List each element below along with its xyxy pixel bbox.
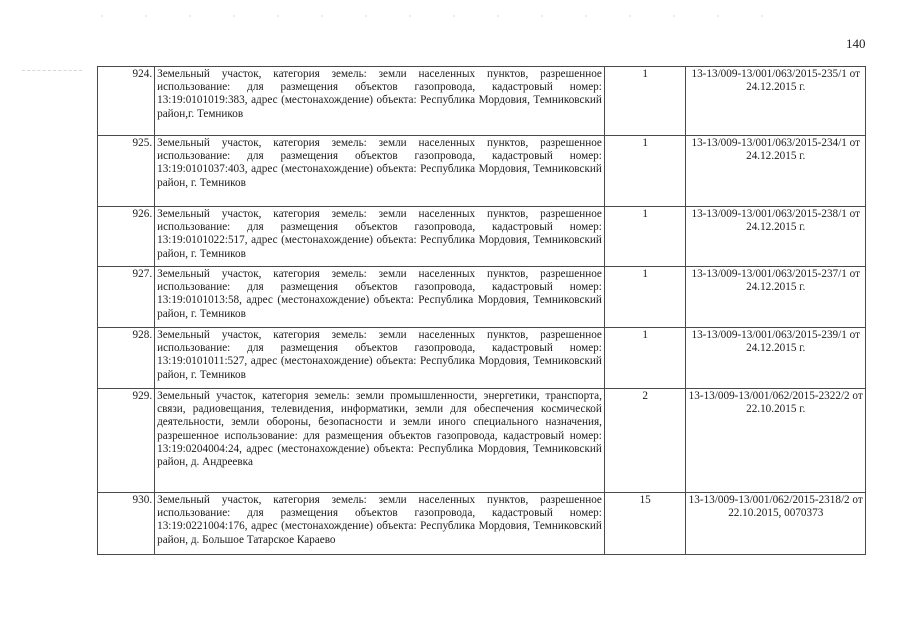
table-row: [98, 136, 866, 207]
row-quantity: 1: [604, 328, 686, 389]
row-registration: 13-13/009-13/001/063/2015-239/1 от 24.12.2015 г.: [686, 328, 866, 389]
row-registration: 13-13/009-13/001/063/2015-234/1 от 24.12.2015 г.: [686, 136, 866, 207]
row-registration: 13-13/009-13/001/063/2015-238/1 от 24.12.2015 г.: [686, 207, 866, 267]
table-row: [98, 207, 866, 267]
row-description: Земельный участок, категория земель: земли населенных пунктов, разрешенное использование: для размещения объектов газопровода, кадастровый номер: 13:19:0101022:517, адрес (местонахождение) объекта: Республика Мордовия, Темниковский район, г. Темников: [155, 207, 605, 267]
row-number: 924.: [98, 67, 155, 136]
row-number: 929.: [98, 389, 155, 493]
row-quantity: 1: [604, 136, 686, 207]
row-registration: 13-13/009-13/001/063/2015-235/1 от 24.12.2015 г.: [686, 67, 866, 136]
row-description: Земельный участок, категория земель: земли промышленности, энергетики, транспорта, связи, радиовещания, телевидения, информатики, земли для обеспечения космической деятельности, земли обороны, безопасности и земли иного специального назначения, разрешенное использование: для размещения объектов газопровода, кадастровый номер: 13:19:0204004:24, адрес (местонахождение) объекта: Республика Мордовия, Темниковский район, д. Андреевка: [155, 389, 605, 493]
row-quantity: 1: [604, 267, 686, 328]
page-number: 140: [846, 36, 866, 51]
row-number: 927.: [98, 267, 155, 328]
table-row: [98, 389, 866, 493]
row-description: Земельный участок, категория земель: земли населенных пунктов, разрешенное использование: для размещения объектов газопровода, кадастровый номер: 13:19:0101011:527, адрес (местонахождение) объекта: Республика Мордовия, Темниковский район, г. Темников: [155, 328, 605, 389]
row-description: Земельный участок, категория земель: земли населенных пунктов, разрешенное использование: для размещения объектов газопровода, кадастровый номер: 13:19:0101013:58, адрес (местонахождение) объекта: Республика Мордовия, Темниковский район, г. Темников: [155, 267, 605, 328]
scan-margin-mark: [22, 70, 82, 75]
row-number: 926.: [98, 207, 155, 267]
table-row: [98, 493, 866, 555]
row-description: Земельный участок, категория земель: земли населенных пунктов, разрешенное использование: для размещения объектов газопровода, кадастровый номер: 13:19:0101037:403, адрес (местонахождение) объекта: Республика Мордовия, Темниковский район, г. Темников: [155, 136, 605, 207]
row-registration: 13-13/009-13/001/062/2015-2318/2 от 22.10.2015, 0070373: [686, 493, 866, 555]
row-number: 928.: [98, 328, 155, 389]
row-quantity: 1: [604, 207, 686, 267]
scan-noise: [80, 13, 800, 19]
row-quantity: 1: [604, 67, 686, 136]
table-row: [98, 328, 866, 389]
property-register-table: [97, 66, 866, 555]
row-quantity: 2: [604, 389, 686, 493]
row-registration: 13-13/009-13/001/063/2015-237/1 от 24.12.2015 г.: [686, 267, 866, 328]
row-number: 925.: [98, 136, 155, 207]
row-description: Земельный участок, категория земель: земли населенных пунктов, разрешенное использование: для размещения объектов газопровода, кадастровый номер: 13:19:0101019:383, адрес (местонахождение) объекта: Республика Мордовия, Темниковский район,г. Темников: [155, 67, 605, 136]
table-row: [98, 67, 866, 136]
row-description: Земельный участок, категория земель: земли населенных пунктов, разрешенное использование: для размещения объектов газопровода, кадастровый номер: 13:19:0221004:176, адрес (местонахождение) объекта: Республика Мордовия, Темниковский район, д. Большое Татарское Караево: [155, 493, 605, 555]
row-number: 930.: [98, 493, 155, 555]
row-registration: 13-13/009-13/001/062/2015-2322/2 от 22.10.2015 г.: [686, 389, 866, 493]
table-row: [98, 267, 866, 328]
row-quantity: 15: [604, 493, 686, 555]
